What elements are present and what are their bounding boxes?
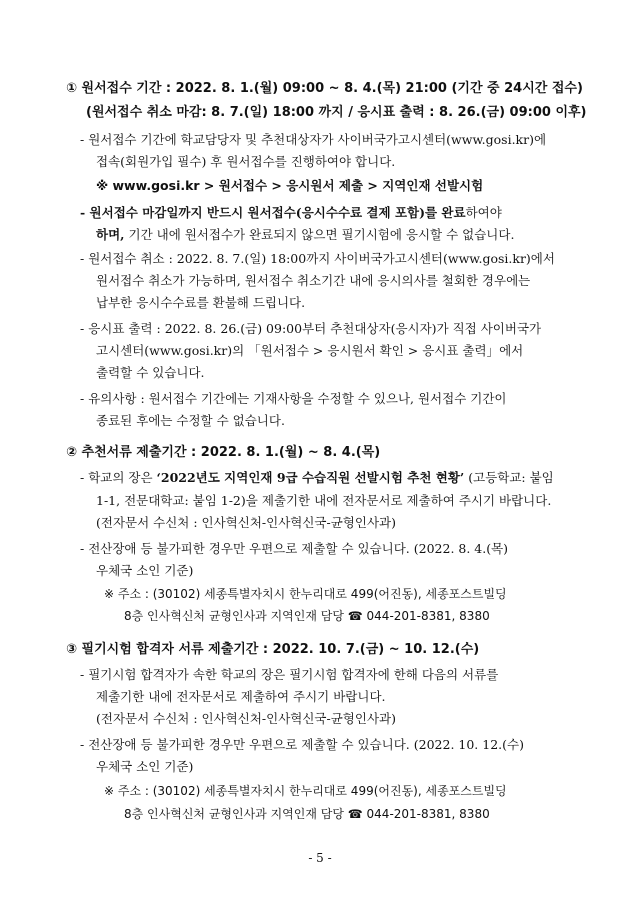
section3-bullet2-line1: - 전산장애 등 불가피한 경우만 우편으로 제출할 수 있습니다. (2022. 10. 12.(수) <box>80 737 524 752</box>
section1-subheading: (원서접수 취소 마감: 8. 7.(일) 18:00 까지 / 응시표 출력 : 8. 26.(금) 09:00 이후) <box>86 105 587 120</box>
section1-bullet3-line3: 납부한 응시수수료를 환불해 드립니다. <box>96 295 306 310</box>
section1-bullet5-line1: - 유의사항 : 원서접수 기간에는 기재사항을 수정할 수 있으나, 원서접수 기간이 <box>80 391 507 406</box>
section1-bullet5-line2: 종료된 후에는 수정할 수 없습니다. <box>96 413 285 428</box>
section1-bullet2-line2-rest: 기간 내에 원서접수가 완료되지 않으면 필기시험에 응시할 수 없습니다. <box>124 227 515 242</box>
section2-heading: ② 추천서류 제출기간 : 2022. 8. 1.(월) ~ 8. 4.(목) <box>66 445 381 460</box>
section2-address-line2: 8층 인사혁신처 균형인사과 지역인재 담당 ☎ 044-201-8381, 8380 <box>124 609 490 623</box>
section1-note: ※ www.gosi.kr > 원서접수 > 응시원서 제출 > 지역인재 선발시험 <box>96 178 484 193</box>
section3-heading: ③ 필기시험 합격자 서류 제출기간 : 2022. 10. 7.(금) ~ 10. 12.(수) <box>66 642 480 657</box>
section2-bullet1-line3: (전자문서 수신처 : 인사혁신처-인사혁신국-균형인사과) <box>96 515 396 530</box>
section1-bullet2-line2 <box>96 226 514 243</box>
section1-bullet2-line2-bold: 하며, <box>96 227 125 242</box>
section3-address-line1: ※ 주소 : (30102) 세종특별자치시 한누리대로 499(어진동), 세종포스트빌딩 <box>104 784 507 798</box>
section1-heading: ① 원서접수 기간 : 2022. 8. 1.(월) 09:00 ~ 8. 4.(목) 21:00 (기간 중 24시간 접수) <box>66 81 583 96</box>
section1-bullet1-line1: - 원서접수 기간에 학교담당자 및 추천대상자가 사이버국가고시센터(www.gosi.kr)에 <box>80 132 547 147</box>
section1-bullet2-bold: - 원서접수 마감일까지 반드시 원서접수(응시수수료 결제 포함)를 완료 <box>80 205 466 220</box>
section2-bullet1-line2: 1-1, 전문대학교: 붙임 1-2)을 제출기한 내에 전자문서로 제출하여 주시기 바랍니다. <box>96 493 552 508</box>
section2-bullet2-line1: - 전산장애 등 불가피한 경우만 우편으로 제출할 수 있습니다. (2022. 8. 4.(목) <box>80 541 509 556</box>
section2-address-line1: ※ 주소 : (30102) 세종특별자치시 한누리대로 499(어진동), 세종포스트빌딩 <box>104 587 507 601</box>
section1-bullet4-line2: 고시센터(www.gosi.kr)의 「원서접수 > 응시원서 확인 > 응시표 출력」에서 <box>96 343 524 358</box>
section1-bullet1-line2: 접속(회원가입 필수) 후 원서접수를 진행하여야 합니다. <box>96 154 396 169</box>
section2-bullet1-prefix: - 학교의 장은 <box>80 470 157 485</box>
section1-bullet2-rest: 하여야 <box>465 205 502 220</box>
section1-bullet2-line1 <box>80 204 502 221</box>
section3-bullet1-line3: (전자문서 수신처 : 인사혁신처-인사혁신국-균형인사과) <box>96 711 396 726</box>
section3-bullet2-line2: 우체국 소인 기준) <box>96 759 194 774</box>
section2-bullet1-bold: ‘2022년도 지역인재 9급 수습직원 선발시험 추천 현황’ <box>156 470 465 485</box>
section3-bullet1-line2: 제출기한 내에 전자문서로 제출하여 주시기 바랍니다. <box>96 689 386 704</box>
section2-bullet2-line2: 우체국 소인 기준) <box>96 563 194 578</box>
section2-bullet1-line1 <box>80 469 554 486</box>
section2-bullet1-suffix: (고등학교: 붙임 <box>464 470 554 485</box>
section1-bullet3-line2: 원서접수 취소가 가능하며, 원서접수 취소기간 내에 응시의사를 철회한 경우에는 <box>96 273 531 288</box>
section1-bullet4-line3: 출력할 수 있습니다. <box>96 365 205 380</box>
section3-address-line2: 8층 인사혁신처 균형인사과 지역인재 담당 ☎ 044-201-8381, 8380 <box>124 807 490 821</box>
section3-bullet1-line1: - 필기시험 합격자가 속한 학교의 장은 필기시험 합격자에 한해 다음의 서류를 <box>80 667 499 682</box>
page-number: - 5 - <box>308 851 332 865</box>
section1-bullet3-line1: - 원서접수 취소 : 2022. 8. 7.(일) 18:00까지 사이버국가고시센터(www.gosi.kr)에서 <box>80 251 555 266</box>
section1-bullet4-line1: - 응시표 출력 : 2022. 8. 26.(금) 09:00부터 추천대상자(응시자)가 직접 사이버국가 <box>80 321 542 336</box>
